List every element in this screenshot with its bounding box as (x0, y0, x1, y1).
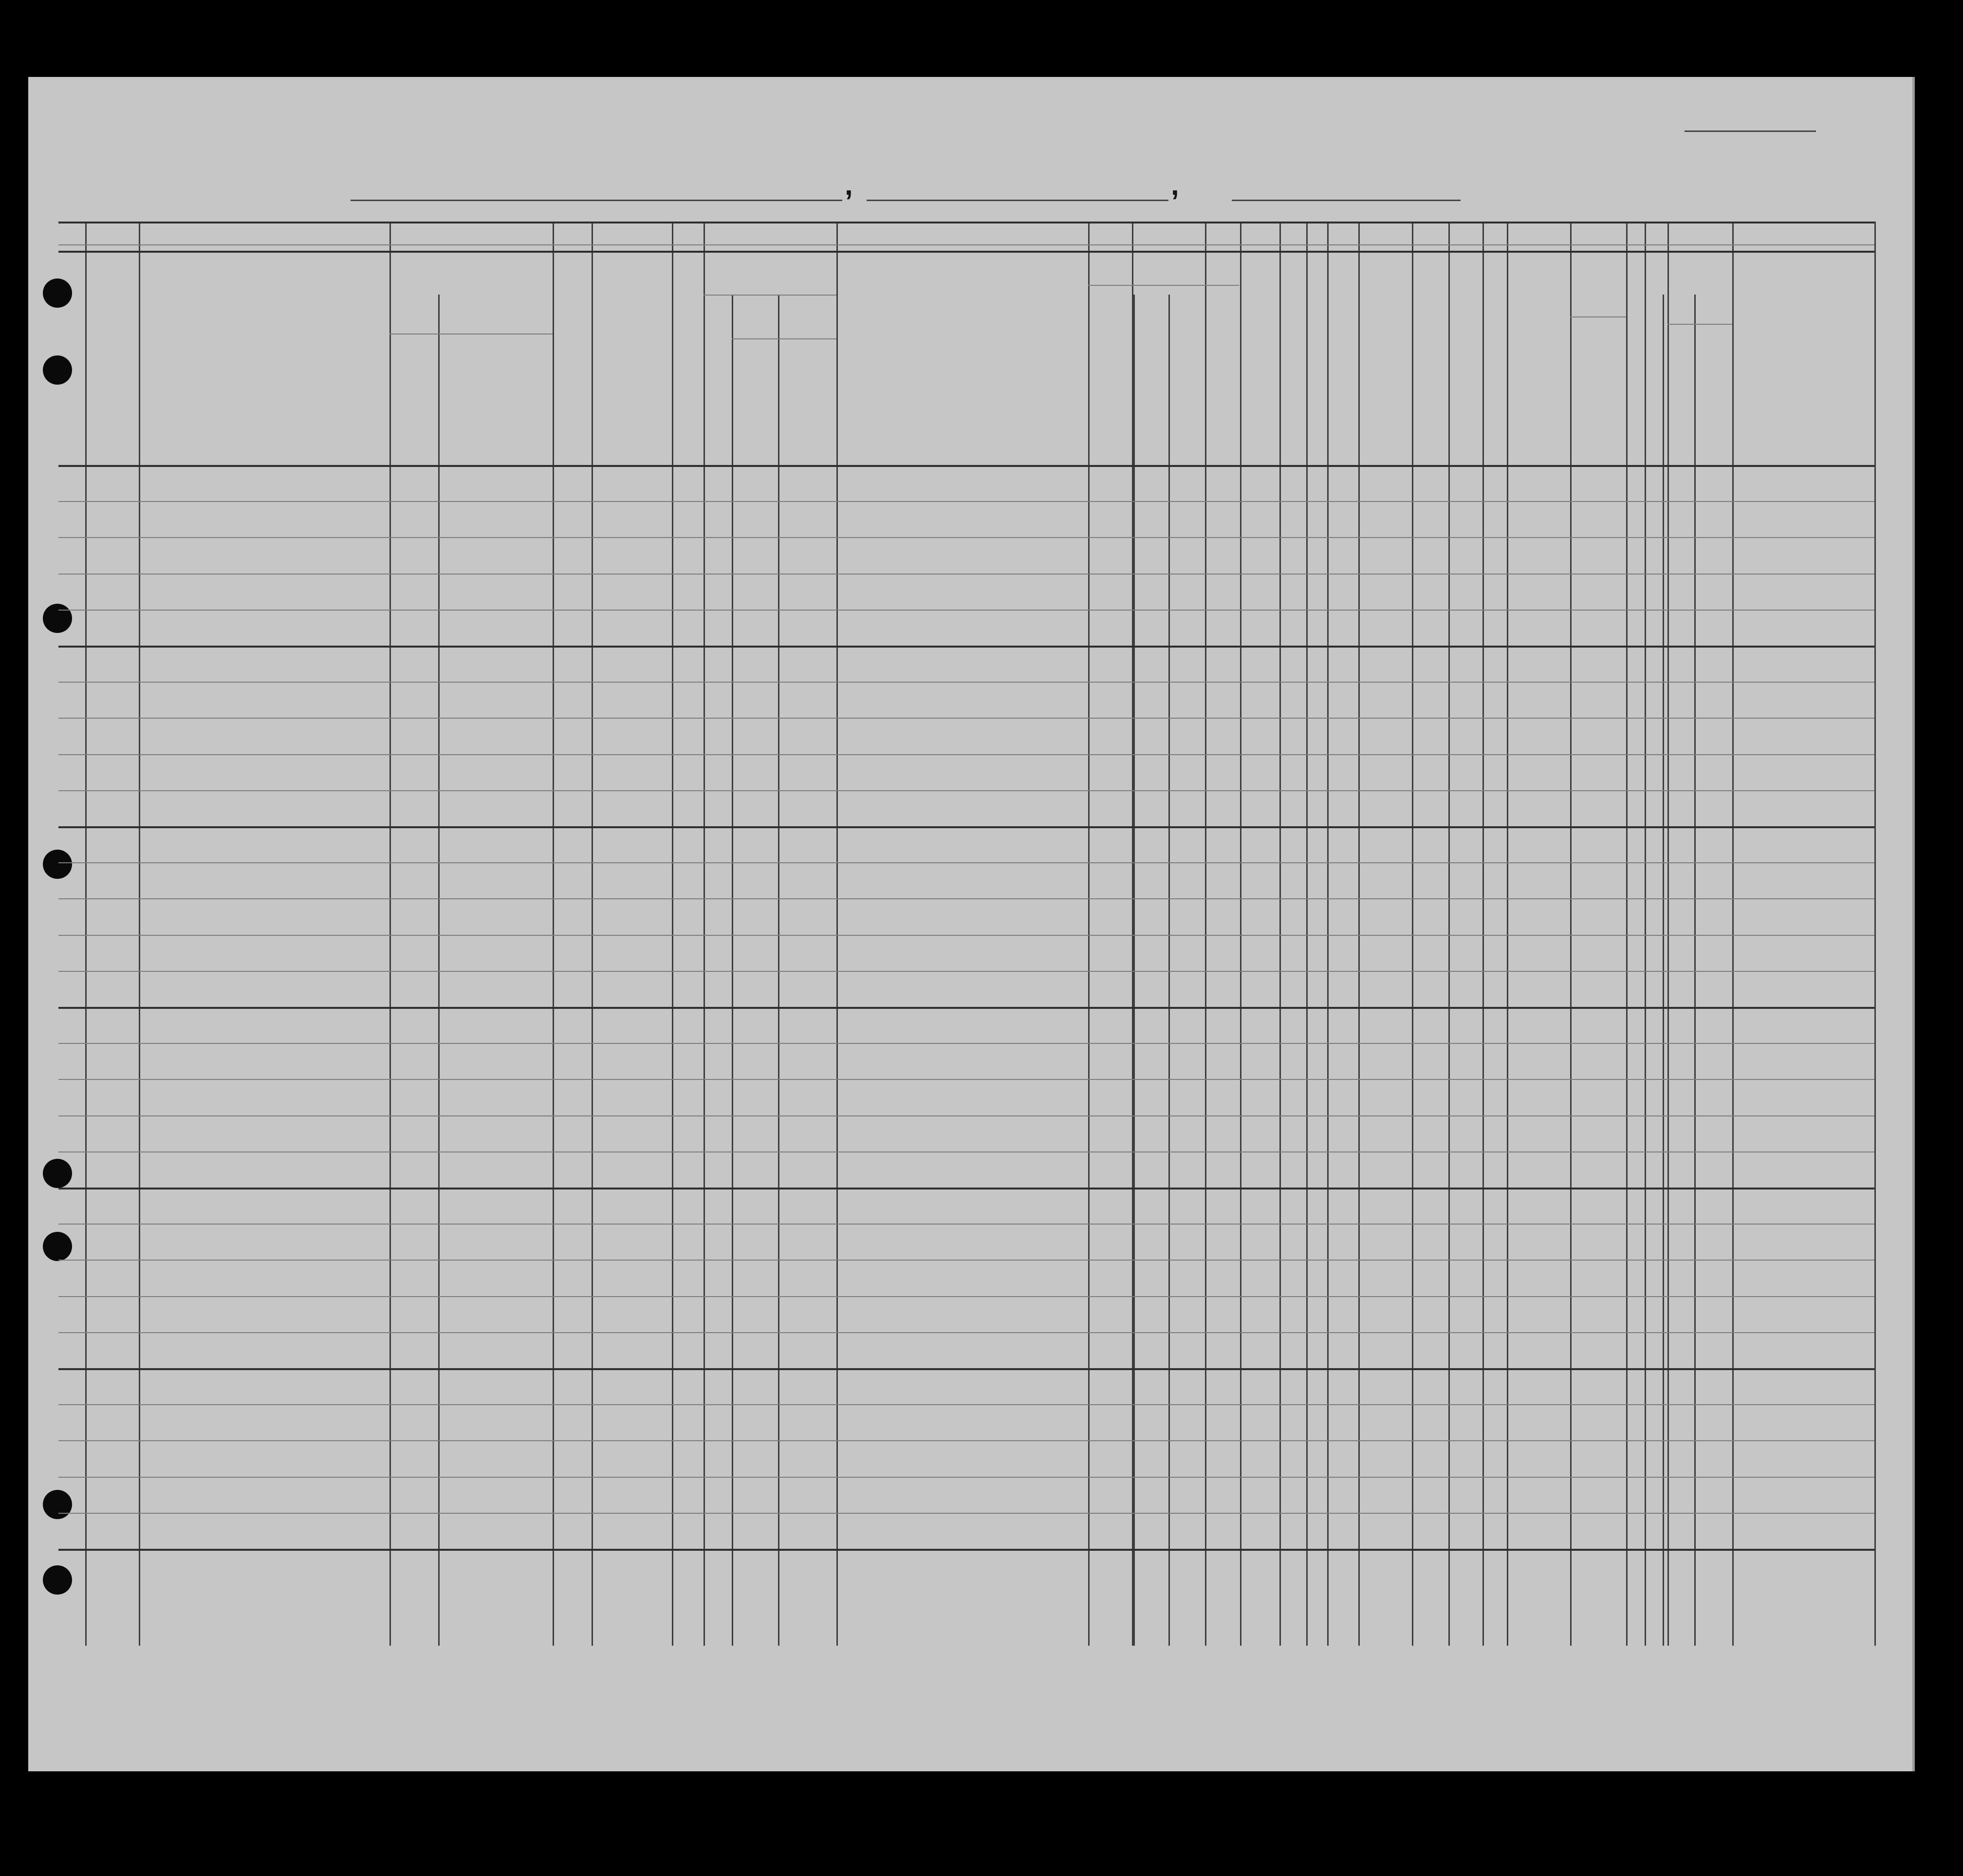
row-rule (58, 935, 1874, 936)
row-rule (58, 537, 1874, 538)
row-rule (58, 1477, 1874, 1478)
column-rule (85, 222, 87, 1646)
row-rule (58, 574, 1874, 575)
row-rule (58, 1224, 1874, 1225)
column-rule (1279, 222, 1281, 1646)
row-rule (58, 1079, 1874, 1080)
row-rule (58, 244, 1874, 245)
column-rule (1088, 222, 1090, 1646)
row-rule (58, 790, 1874, 791)
row-rule (1088, 285, 1239, 286)
row-rule (58, 754, 1874, 755)
column-rule (672, 222, 673, 1646)
row-rule (58, 222, 1874, 223)
port-underline (351, 200, 842, 201)
row-rule (58, 898, 1874, 899)
column-rule (1358, 222, 1360, 1646)
column-rule (553, 222, 554, 1646)
column-rule (732, 295, 733, 1646)
column-rule (778, 295, 779, 1646)
comma: , (845, 168, 853, 201)
row-rule (704, 295, 836, 296)
row-rule (58, 1188, 1874, 1189)
column-rule (1874, 222, 1876, 1646)
column-rule (1570, 222, 1572, 1646)
row-rule (58, 1115, 1874, 1116)
row-rule (58, 465, 1874, 467)
row-rule (58, 826, 1874, 828)
column-rule (1133, 295, 1135, 1646)
column-rule (438, 295, 440, 1646)
column-rule (592, 222, 593, 1646)
column-rule (836, 222, 838, 1646)
column-rule (1694, 295, 1696, 1646)
column-rule (1663, 295, 1664, 1646)
row-rule (58, 971, 1874, 972)
column-rule (389, 222, 391, 1646)
column-rule (139, 222, 140, 1646)
comma: , (1171, 168, 1179, 201)
row-rule (58, 862, 1874, 863)
column-rule (704, 222, 705, 1646)
column-rule (1168, 295, 1170, 1646)
row-rule (58, 682, 1874, 683)
column-rule (1412, 222, 1413, 1646)
row-rule (58, 1260, 1874, 1261)
row-rule (58, 1296, 1874, 1297)
year-underline (1232, 200, 1461, 201)
column-rule (1327, 222, 1329, 1646)
column-rule (1306, 222, 1308, 1646)
column-rule (1205, 222, 1206, 1646)
row-rule (1667, 324, 1732, 325)
row-rule (58, 1549, 1874, 1551)
manifest-table (58, 222, 1874, 1646)
column-rule (1732, 222, 1734, 1646)
column-rule (1240, 222, 1241, 1646)
row-rule (1570, 316, 1626, 317)
row-rule (58, 501, 1874, 502)
column-rule (1482, 222, 1484, 1646)
list-underline (1685, 130, 1816, 132)
row-rule (58, 251, 1874, 253)
row-rule (58, 1368, 1874, 1370)
column-rule (1626, 222, 1628, 1646)
row-rule (58, 646, 1874, 648)
row-rule (58, 1404, 1874, 1405)
row-rule (58, 1513, 1874, 1514)
date-underline (867, 200, 1168, 201)
column-rule (1645, 222, 1646, 1646)
column-rule (1448, 222, 1450, 1646)
row-rule (58, 1007, 1874, 1009)
row-rule (58, 1043, 1874, 1044)
row-rule (732, 338, 836, 339)
row-rule (58, 1440, 1874, 1441)
column-rule (1507, 222, 1508, 1646)
column-rule (1667, 222, 1669, 1646)
row-rule (58, 610, 1874, 611)
row-rule (58, 718, 1874, 719)
row-rule (58, 1332, 1874, 1333)
